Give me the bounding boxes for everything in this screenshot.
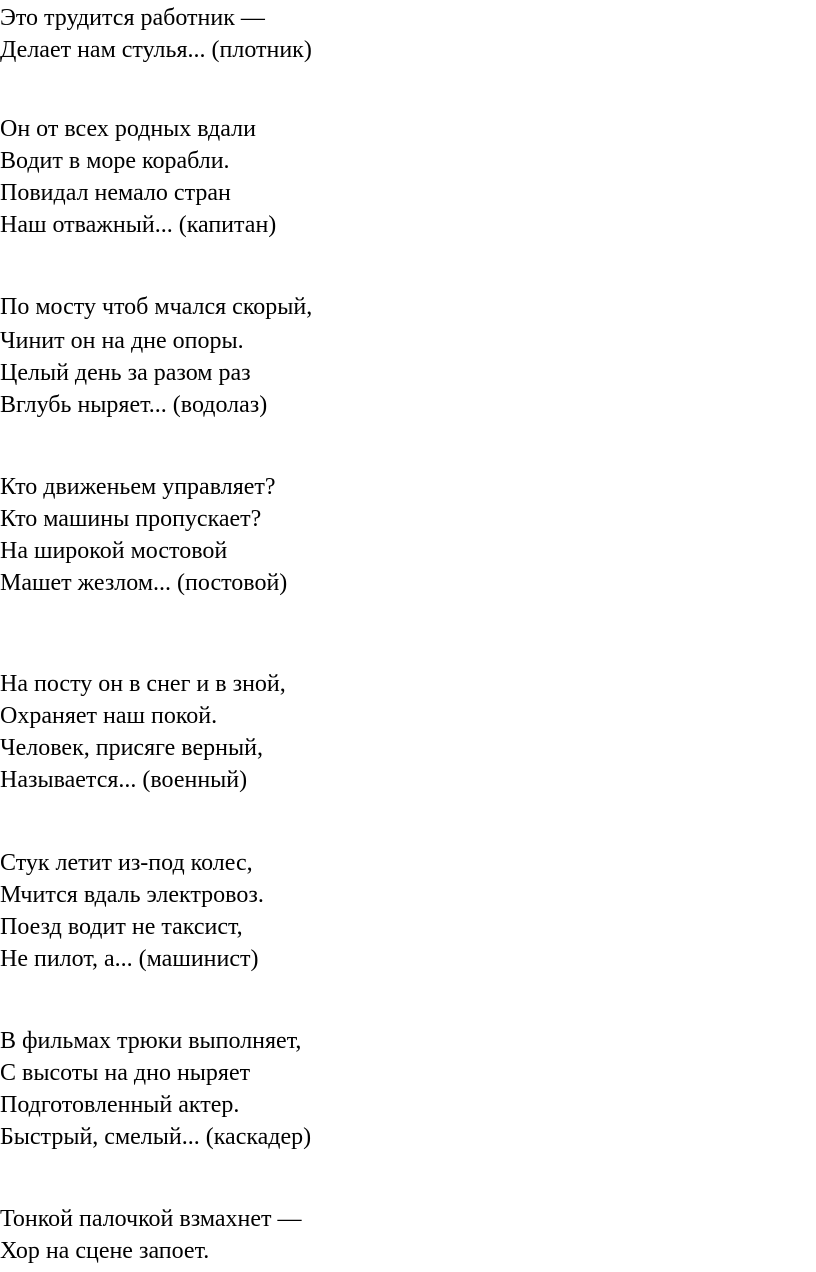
- poem-line: По мосту чтоб мчался скорый,: [0, 294, 313, 320]
- poem-line: Целый день за разом раз: [0, 360, 251, 386]
- poem-line: Машет жезлом... (постовой): [0, 570, 288, 596]
- poem-line: Быстрый, смелый... (каскадер): [0, 1124, 312, 1150]
- poem-line: Охраняет наш покой.: [0, 703, 218, 729]
- poem-line: Называется... (военный): [0, 767, 248, 793]
- poem-line: На посту он в снег и в зной,: [0, 671, 286, 697]
- poem-line: Подготовленный актер.: [0, 1092, 240, 1118]
- poem-line: Это трудится работник —: [0, 5, 265, 31]
- poem-line: Вглубь ныряет... (водолаз): [0, 392, 268, 418]
- poem-line: Повидал немало стран: [0, 180, 231, 206]
- poem-line: Поезд водит не таксист,: [0, 914, 243, 940]
- poem-line: Водит в море корабли.: [0, 148, 230, 174]
- poem-line: Делает нам стулья... (плотник): [0, 37, 312, 63]
- poem-line: Человек, присяге верный,: [0, 735, 263, 761]
- poem-line: Тонкой палочкой взмахнет —: [0, 1206, 302, 1232]
- poem-line: Наш отважный... (капитан): [0, 212, 277, 238]
- poem-line: С высоты на дно ныряет: [0, 1060, 251, 1086]
- poem-line: Мчится вдаль электровоз.: [0, 882, 264, 908]
- poem-line: Стук летит из-под колес,: [0, 850, 253, 876]
- poem-line: На широкой мостовой: [0, 538, 228, 564]
- poem-line: Чинит он на дне опоры.: [0, 328, 244, 354]
- poem-line: Кто машины пропускает?: [0, 506, 262, 532]
- poem-line: Хор на сцене запоет.: [0, 1238, 210, 1264]
- poem-line: Он от всех родных вдали: [0, 116, 256, 142]
- poem-line: Кто движеньем управляет?: [0, 474, 276, 500]
- poem-line: Не пилот, а... (машинист): [0, 946, 259, 972]
- poem-line: В фильмах трюки выполняет,: [0, 1028, 302, 1054]
